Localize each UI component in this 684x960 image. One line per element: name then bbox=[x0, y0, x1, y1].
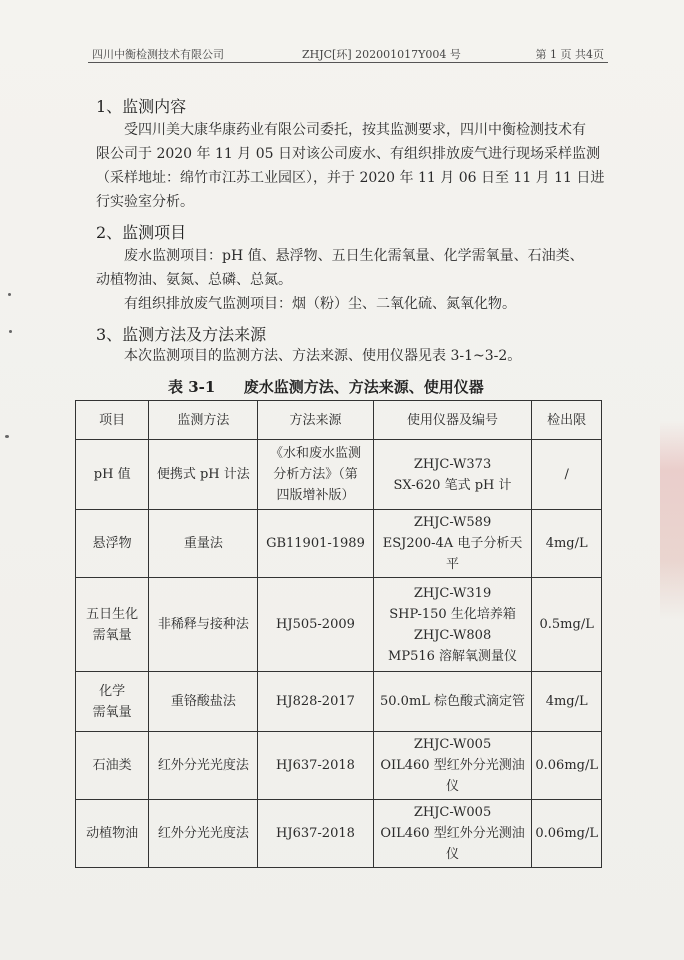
instrument-cell-line: ESJ200-4A 电子分析天平 bbox=[382, 536, 523, 572]
method-cell-line: 便携式 pH 计法 bbox=[156, 467, 250, 482]
detection-limit-cell: 0.5mg/L bbox=[532, 578, 602, 672]
table-row bbox=[76, 732, 602, 800]
source-cell bbox=[258, 732, 373, 800]
section1-line: 受四川美大康华康药业有限公司委托，按其监测要求，四川中衡检测技术有 bbox=[124, 122, 586, 138]
table-header-cell: 监测方法 bbox=[149, 401, 258, 440]
source-cell-line: HJ637-2018 bbox=[276, 758, 355, 773]
item-cell-line: pH 值 bbox=[93, 467, 131, 482]
table-header-cell: 项目 bbox=[76, 401, 149, 440]
section1-line: 行实验室分析。 bbox=[96, 194, 194, 210]
instrument-cell-line: ZHJC-W808 bbox=[413, 627, 492, 643]
method-cell bbox=[149, 732, 258, 800]
instrument-cell-line: ZHJC-W319 bbox=[413, 585, 492, 601]
page-header bbox=[88, 44, 608, 63]
table-row bbox=[76, 800, 602, 868]
method-cell-line: 重量法 bbox=[183, 536, 223, 551]
method-cell-line: 非稀释与接种法 bbox=[157, 617, 249, 632]
instrument-cell-line: SHP-150 生化培养箱 bbox=[389, 606, 516, 622]
scan-speck bbox=[8, 293, 11, 296]
item-cell bbox=[76, 440, 149, 510]
instrument-cell-line: OIL460 型红外分光测油仪 bbox=[380, 826, 525, 862]
section3-body bbox=[96, 344, 588, 368]
table-row bbox=[76, 672, 602, 732]
instrument-cell-line: OIL460 型红外分光测油仪 bbox=[380, 758, 525, 794]
item-cell bbox=[76, 732, 149, 800]
table-row bbox=[76, 578, 602, 672]
instrument-cell-line: 50.0mL 棕色酸式滴定管 bbox=[380, 694, 526, 709]
detection-limit-cell: 4mg/L bbox=[532, 510, 602, 578]
table-caption-title: 废水监测方法、方法来源、使用仪器 bbox=[243, 378, 484, 396]
item-cell-line: 化学 bbox=[99, 683, 126, 699]
section3-line: 本次监测项目的监测方法、方法来源、使用仪器见表 3-1~3-2。 bbox=[124, 348, 522, 364]
detection-limit-cell: / bbox=[532, 440, 602, 510]
section3-title: 3、监测方法及方法来源 bbox=[96, 325, 267, 344]
method-cell-line: 重铬酸盐法 bbox=[170, 694, 236, 709]
instrument-cell-line: MP516 溶解氧测量仪 bbox=[388, 648, 518, 664]
instrument-cell bbox=[373, 800, 532, 868]
detection-limit-cell: 4mg/L bbox=[532, 672, 602, 732]
method-cell-line: 红外分光光度法 bbox=[157, 826, 249, 841]
source-cell bbox=[258, 440, 373, 510]
source-cell-line: HJ505-2009 bbox=[276, 617, 355, 632]
instrument-cell-line: ZHJC-W589 bbox=[413, 515, 492, 530]
section2-line: 有组织排放废气监测项目：烟（粉）尘、二氧化硫、氮氧化物。 bbox=[124, 296, 516, 312]
instrument-cell bbox=[373, 440, 532, 510]
source-cell-line: GB11901-1989 bbox=[266, 536, 365, 551]
item-cell-line: 需氧量 bbox=[92, 704, 132, 720]
method-cell bbox=[149, 440, 258, 510]
detection-limit-cell: 0.06mg/L bbox=[532, 732, 602, 800]
method-cell bbox=[149, 800, 258, 868]
seal-stamp-fragment bbox=[660, 420, 684, 620]
section1-title: 1、监测内容 bbox=[96, 97, 187, 116]
instrument-cell-line: ZHJC-W005 bbox=[413, 737, 492, 752]
source-cell bbox=[258, 510, 373, 578]
source-cell bbox=[258, 800, 373, 868]
item-cell-line: 悬浮物 bbox=[92, 536, 132, 551]
section2-line: 废水监测项目：pH 值、悬浮物、五日生化需氧量、化学需氧量、石油类、 bbox=[124, 248, 584, 264]
header-company: 四川中衡检测技术有限公司 bbox=[92, 48, 224, 61]
source-cell-line: HJ828-2017 bbox=[276, 694, 355, 709]
section2-line: 动植物油、氨氮、总磷、总氮。 bbox=[96, 272, 292, 288]
table-body bbox=[76, 440, 602, 868]
item-cell-line: 石油类 bbox=[92, 758, 132, 773]
item-cell bbox=[76, 800, 149, 868]
table-caption-number: 表 3-1 bbox=[168, 378, 216, 396]
table-header-cell: 使用仪器及编号 bbox=[373, 401, 532, 440]
item-cell-line: 需氧量 bbox=[92, 627, 132, 643]
method-cell bbox=[149, 578, 258, 672]
monitoring-methods-table bbox=[75, 400, 602, 868]
header-page-number: 第 1 页 共4页 bbox=[535, 48, 604, 61]
item-cell-line: 动植物油 bbox=[86, 826, 139, 841]
instrument-cell-line: SX-620 笔式 pH 计 bbox=[393, 477, 512, 493]
instrument-cell bbox=[373, 732, 532, 800]
source-cell bbox=[258, 672, 373, 732]
source-cell-line: 《水和废水监测 bbox=[269, 446, 361, 461]
table-row bbox=[76, 440, 602, 510]
item-cell bbox=[76, 578, 149, 672]
scan-speck bbox=[5, 435, 9, 438]
table-header-cell: 检出限 bbox=[532, 401, 602, 440]
header-report-number: ZHJC[环] 202001017Y004 号 bbox=[302, 48, 461, 61]
instrument-cell-line: ZHJC-W373 bbox=[413, 456, 492, 472]
section2-title: 2、监测项目 bbox=[96, 223, 187, 242]
source-cell-line: 四版增补版） bbox=[276, 488, 355, 503]
source-cell-line: HJ637-2018 bbox=[276, 826, 355, 841]
section1-line: 限公司于 2020 年 11 月 05 日对该公司废水、有组织排放废气进行现场采样监测 bbox=[96, 146, 600, 162]
section1-line: （采样地址：绵竹市江苏工业园区），并于 2020 年 11 月 06 日至 11 月 11 日进 bbox=[96, 170, 605, 186]
method-cell-line: 红外分光光度法 bbox=[157, 758, 249, 773]
table-caption bbox=[168, 376, 484, 397]
item-cell-line: 五日生化 bbox=[86, 606, 139, 622]
section2-body bbox=[96, 244, 588, 316]
table-header-cell: 方法来源 bbox=[258, 401, 373, 440]
instrument-cell bbox=[373, 672, 532, 732]
instrument-cell-line: ZHJC-W005 bbox=[413, 805, 492, 820]
item-cell bbox=[76, 672, 149, 732]
scan-speck bbox=[9, 330, 12, 333]
table-header-row bbox=[76, 401, 602, 440]
instrument-cell bbox=[373, 510, 532, 578]
detection-limit-cell: 0.06mg/L bbox=[532, 800, 602, 868]
method-cell bbox=[149, 510, 258, 578]
instrument-cell bbox=[373, 578, 532, 672]
source-cell-line: 分析方法》（第 bbox=[273, 467, 358, 482]
section1-body bbox=[96, 118, 605, 214]
source-cell bbox=[258, 578, 373, 672]
table-row bbox=[76, 510, 602, 578]
item-cell bbox=[76, 510, 149, 578]
method-cell bbox=[149, 672, 258, 732]
